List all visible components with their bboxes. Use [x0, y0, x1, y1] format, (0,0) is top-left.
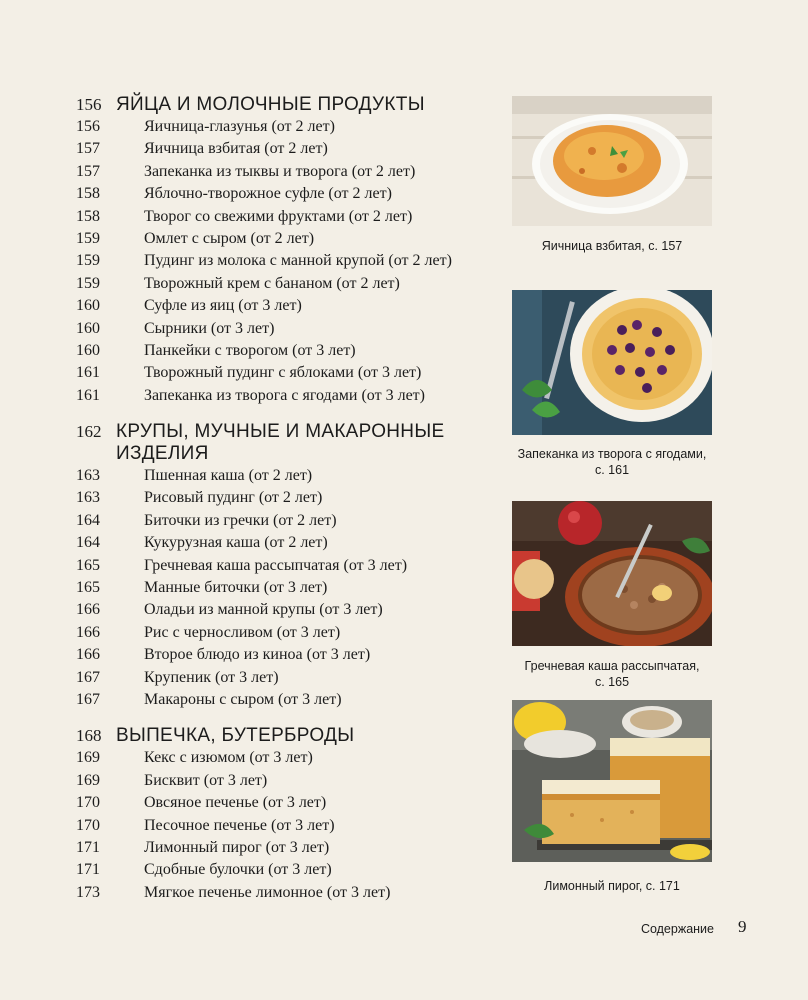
list-item[interactable]: 158 Творог со свежими фруктами (от 2 лет) — [76, 207, 413, 225]
list-item[interactable]: 160 Сырники (от 3 лет) — [76, 319, 275, 337]
list-item[interactable]: 166 Второе блюдо из киноа (от 3 лет) — [76, 646, 371, 664]
list-item[interactable]: 159 Творожный крем с бананом (от 2 лет) — [76, 274, 400, 292]
buckwheat-photo — [512, 501, 712, 646]
section-page-number: 156 — [76, 95, 102, 114]
section-title: ЯЙЦА И МОЛОЧНЫЕ ПРОДУКТЫ — [116, 94, 425, 115]
list-item[interactable]: 164 Биточки из гречки (от 2 лет) — [76, 511, 337, 529]
list-item[interactable]: 170 Песочное печенье (от 3 лет) — [76, 816, 335, 834]
list-item[interactable]: 170 Овсяное печенье (от 3 лет) — [76, 794, 327, 812]
photo-caption: Яичница взбитая, с. 157 — [541, 239, 683, 253]
photo-caption: Гречневая каша рассыпчатая, с. 165 — [524, 659, 700, 689]
footer-section-label: Содержание — [640, 922, 714, 936]
list-item[interactable]: 167 Крупеник (от 3 лет) — [76, 668, 279, 686]
section-page-number: 162 — [76, 422, 102, 442]
page-number: 9 — [738, 917, 747, 936]
table-of-contents — [76, 92, 496, 904]
casserole-photo — [512, 290, 712, 435]
list-item[interactable]: 169 Кекс с изюмом (от 3 лет) — [76, 749, 313, 767]
list-item[interactable]: 161 Творожный пудинг с яблоками (от 3 лет) — [76, 364, 422, 382]
list-item[interactable]: 171 Сдобные булочки (от 3 лет) — [76, 861, 332, 879]
list-item[interactable]: 165 Гречневая каша рассыпчатая (от 3 лет) — [76, 556, 408, 574]
list-item[interactable]: 164 Кукурузная каша (от 2 лет) — [76, 534, 328, 552]
section-page-number: 168 — [76, 726, 102, 746]
section-header — [76, 92, 496, 116]
list-item[interactable]: 160 Панкейки с творогом (от 3 лет) — [76, 341, 356, 359]
list-item[interactable]: 158 Яблочно-творожное суфле (от 2 лет) — [76, 185, 392, 203]
omelette-photo — [512, 96, 712, 226]
photo-caption: Запеканка из творога с ягодами, с. 161 — [517, 447, 707, 477]
list-item[interactable]: 156 Яичница-глазунья (от 2 лет) — [76, 118, 335, 135]
list-item[interactable]: 163 Рисовый пудинг (от 2 лет) — [76, 489, 323, 507]
list-item[interactable]: 165 Манные биточки (от 3 лет) — [76, 579, 328, 597]
list-item[interactable]: 171 Лимонный пирог (от 3 лет) — [76, 838, 330, 856]
section-title: ВЫПЕЧКА, БУТЕРБРОДЫ — [116, 725, 355, 747]
photo-caption: Лимонный пирог, с. 171 — [544, 879, 680, 893]
section-title: КРУПЫ, МУЧНЫЕ И МАКАРОННЫЕ ИЗДЕЛИЯ — [116, 421, 445, 465]
list-item[interactable]: 157 Запеканка из тыквы и творога (от 2 лет) — [76, 162, 416, 180]
section-header — [76, 723, 496, 747]
list-item[interactable]: 166 Оладьи из манной крупы (от 3 лет) — [76, 601, 383, 619]
list-item[interactable]: 161 Запеканка из творога с ягодами (от 3 лет) — [76, 386, 425, 404]
list-item[interactable]: 166 Рис с черносливом (от 3 лет) — [76, 623, 341, 641]
list-item[interactable]: 160 Суфле из яиц (от 3 лет) — [76, 297, 302, 315]
section-header — [76, 419, 496, 465]
list-item[interactable]: 173 Мягкое печенье лимонное (от 3 лет) — [76, 883, 391, 901]
lemon-cake-photo — [512, 700, 712, 862]
list-item[interactable]: 167 Макароны с сыром (от 3 лет) — [76, 690, 342, 708]
list-item[interactable]: 159 Пудинг из молока с манной крупой (от 2 лет) — [76, 252, 452, 270]
list-item[interactable]: 157 Яичница взбитая (от 2 лет) — [76, 140, 328, 158]
list-item[interactable]: 163 Пшенная каша (от 2 лет) — [76, 467, 313, 485]
list-item[interactable]: 169 Бисквит (от 3 лет) — [76, 771, 268, 789]
list-item[interactable]: 159 Омлет с сыром (от 2 лет) — [76, 229, 315, 247]
